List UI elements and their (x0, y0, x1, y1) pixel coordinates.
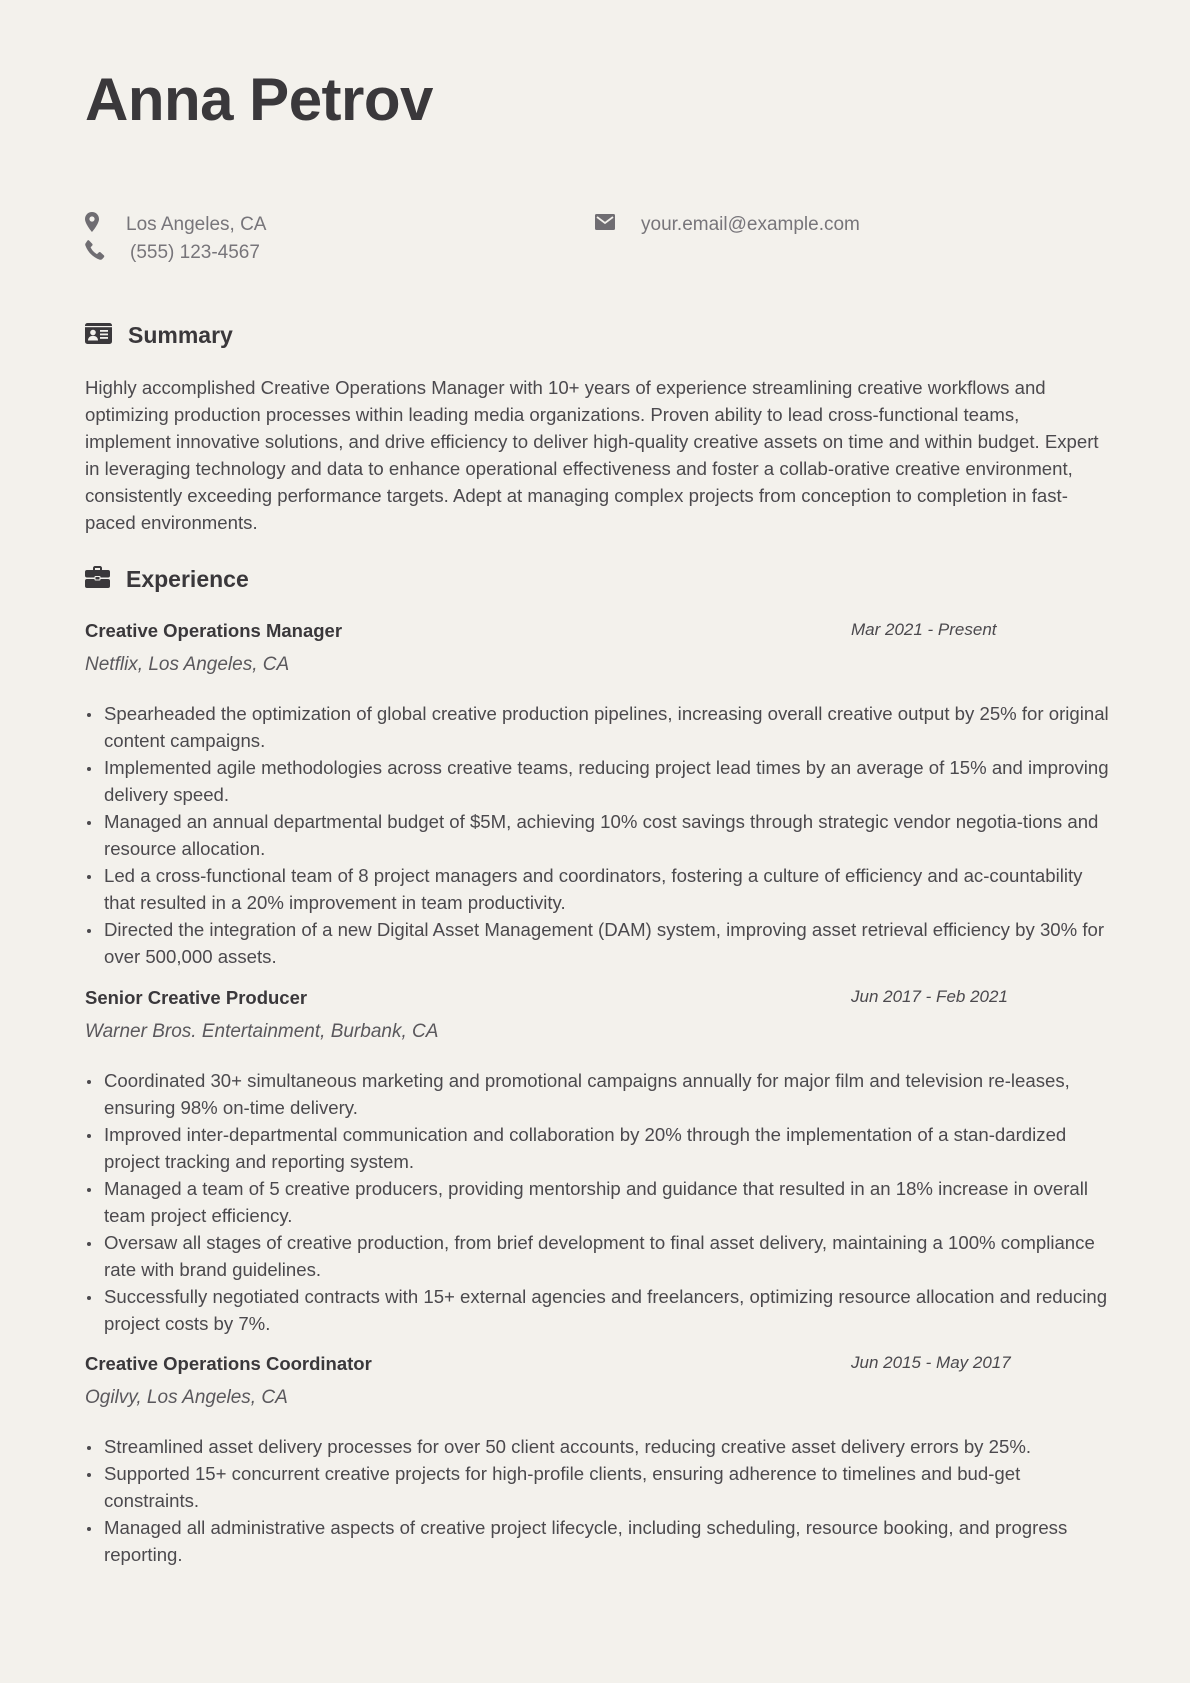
job-title: Creative Operations Coordinator (85, 1353, 372, 1374)
experience-title: Experience (126, 566, 249, 592)
bullet-item: Implemented agile methodologies across creative teams, reducing project lead times by an average of 15% and improving delivery speed. (85, 754, 1115, 808)
bullet-item: Managed a team of 5 creative producers, providing mentorship and guidance that resulted in an 18% increase in overall team project efficiency. (85, 1175, 1115, 1229)
contact-location (85, 212, 266, 238)
summary-title: Summary (128, 322, 233, 348)
map-marker-icon (85, 212, 126, 238)
contact-phone (85, 240, 260, 266)
summary-heading (85, 322, 233, 349)
bullet-item: Supported 15+ concurrent creative projects for high-profile clients, ensuring adherence to timelines and bud-get constraints. (85, 1460, 1115, 1514)
bullet-item: Streamlined asset delivery processes for over 50 client accounts, reducing creative asset delivery errors by 25%. (85, 1433, 1115, 1460)
bullet-item: Directed the integration of a new Digital Asset Management (DAM) system, improving asset retrieval efficiency by 30% for over 500,000 assets. (85, 916, 1115, 970)
briefcase-icon (85, 566, 126, 593)
bullet-item: Successfully negotiated contracts with 15+ external agencies and freelancers, optimizing resource allocation and reducing project costs by 7%. (85, 1283, 1115, 1337)
job-bullets (85, 700, 1115, 970)
summary-text: Highly accomplished Creative Operations Manager with 10+ years of experience streamlining creative workflows and optimizing production processes within leading media organizations. Proven ability to lead cross-functional teams, implement innovative solutions, and drive efficiency to deliver high-quality creative assets on time and within budget. Expert in leveraging technology and data to enhance operational effectiveness and foster a collab-orative creative environment, consistently exceeding performance targets. Adept at managing complex projects from conception to completion in fast-paced environments. (85, 377, 1099, 533)
experience-heading (85, 566, 249, 593)
bullet-item: Managed an annual departmental budget of $5M, achieving 10% cost savings through strategic vendor negotia-tions and resource allocation. (85, 808, 1115, 862)
bullet-item: Coordinated 30+ simultaneous marketing and promotional campaigns annually for major film and television re-leases, ensuring 98% on-time delivery. (85, 1067, 1115, 1121)
job-bullets (85, 1067, 1115, 1337)
job-company: Netflix, Los Angeles, CA (85, 654, 290, 675)
contact-email[interactable] (595, 212, 860, 238)
job-bullets (85, 1433, 1115, 1568)
job-dates: Jun 2015 - May 2017 (851, 1353, 1011, 1372)
job-title: Creative Operations Manager (85, 620, 343, 641)
bullet-item: Oversaw all stages of creative production, from brief development to final asset delivery, maintaining a 100% compliance rate with brand guidelines. (85, 1229, 1115, 1283)
id-card-icon (85, 323, 128, 349)
job-company: Ogilvy, Los Angeles, CA (85, 1387, 288, 1408)
bullet-item: Spearheaded the optimization of global creative production pipelines, increasing overall creative output by 25% for original content campaigns. (85, 700, 1115, 754)
job-title: Senior Creative Producer (85, 987, 308, 1008)
job-dates: Mar 2021 - Present (851, 620, 997, 639)
job-dates: Jun 2017 - Feb 2021 (851, 987, 1008, 1006)
bullet-item: Improved inter-departmental communication and collaboration by 20% through the implementation of a stan-dardized project tracking and reporting system. (85, 1121, 1115, 1175)
envelope-icon (595, 214, 641, 236)
bullet-item: Managed all administrative aspects of creative project lifecycle, including scheduling, resource booking, and progress reporting. (85, 1514, 1115, 1568)
candidate-name: Anna Petrov (85, 66, 433, 133)
phone-icon (85, 240, 130, 266)
phone-text: (555) 123-4567 (130, 242, 260, 263)
job-company: Warner Bros. Entertainment, Burbank, CA (85, 1021, 439, 1042)
email-text[interactable]: your.email@example.com (641, 214, 860, 235)
location-text: Los Angeles, CA (126, 214, 267, 235)
bullet-item: Led a cross-functional team of 8 project managers and coordinators, fostering a culture of efficiency and ac-countability that resulted in a 20% improvement in team productivity. (85, 862, 1115, 916)
